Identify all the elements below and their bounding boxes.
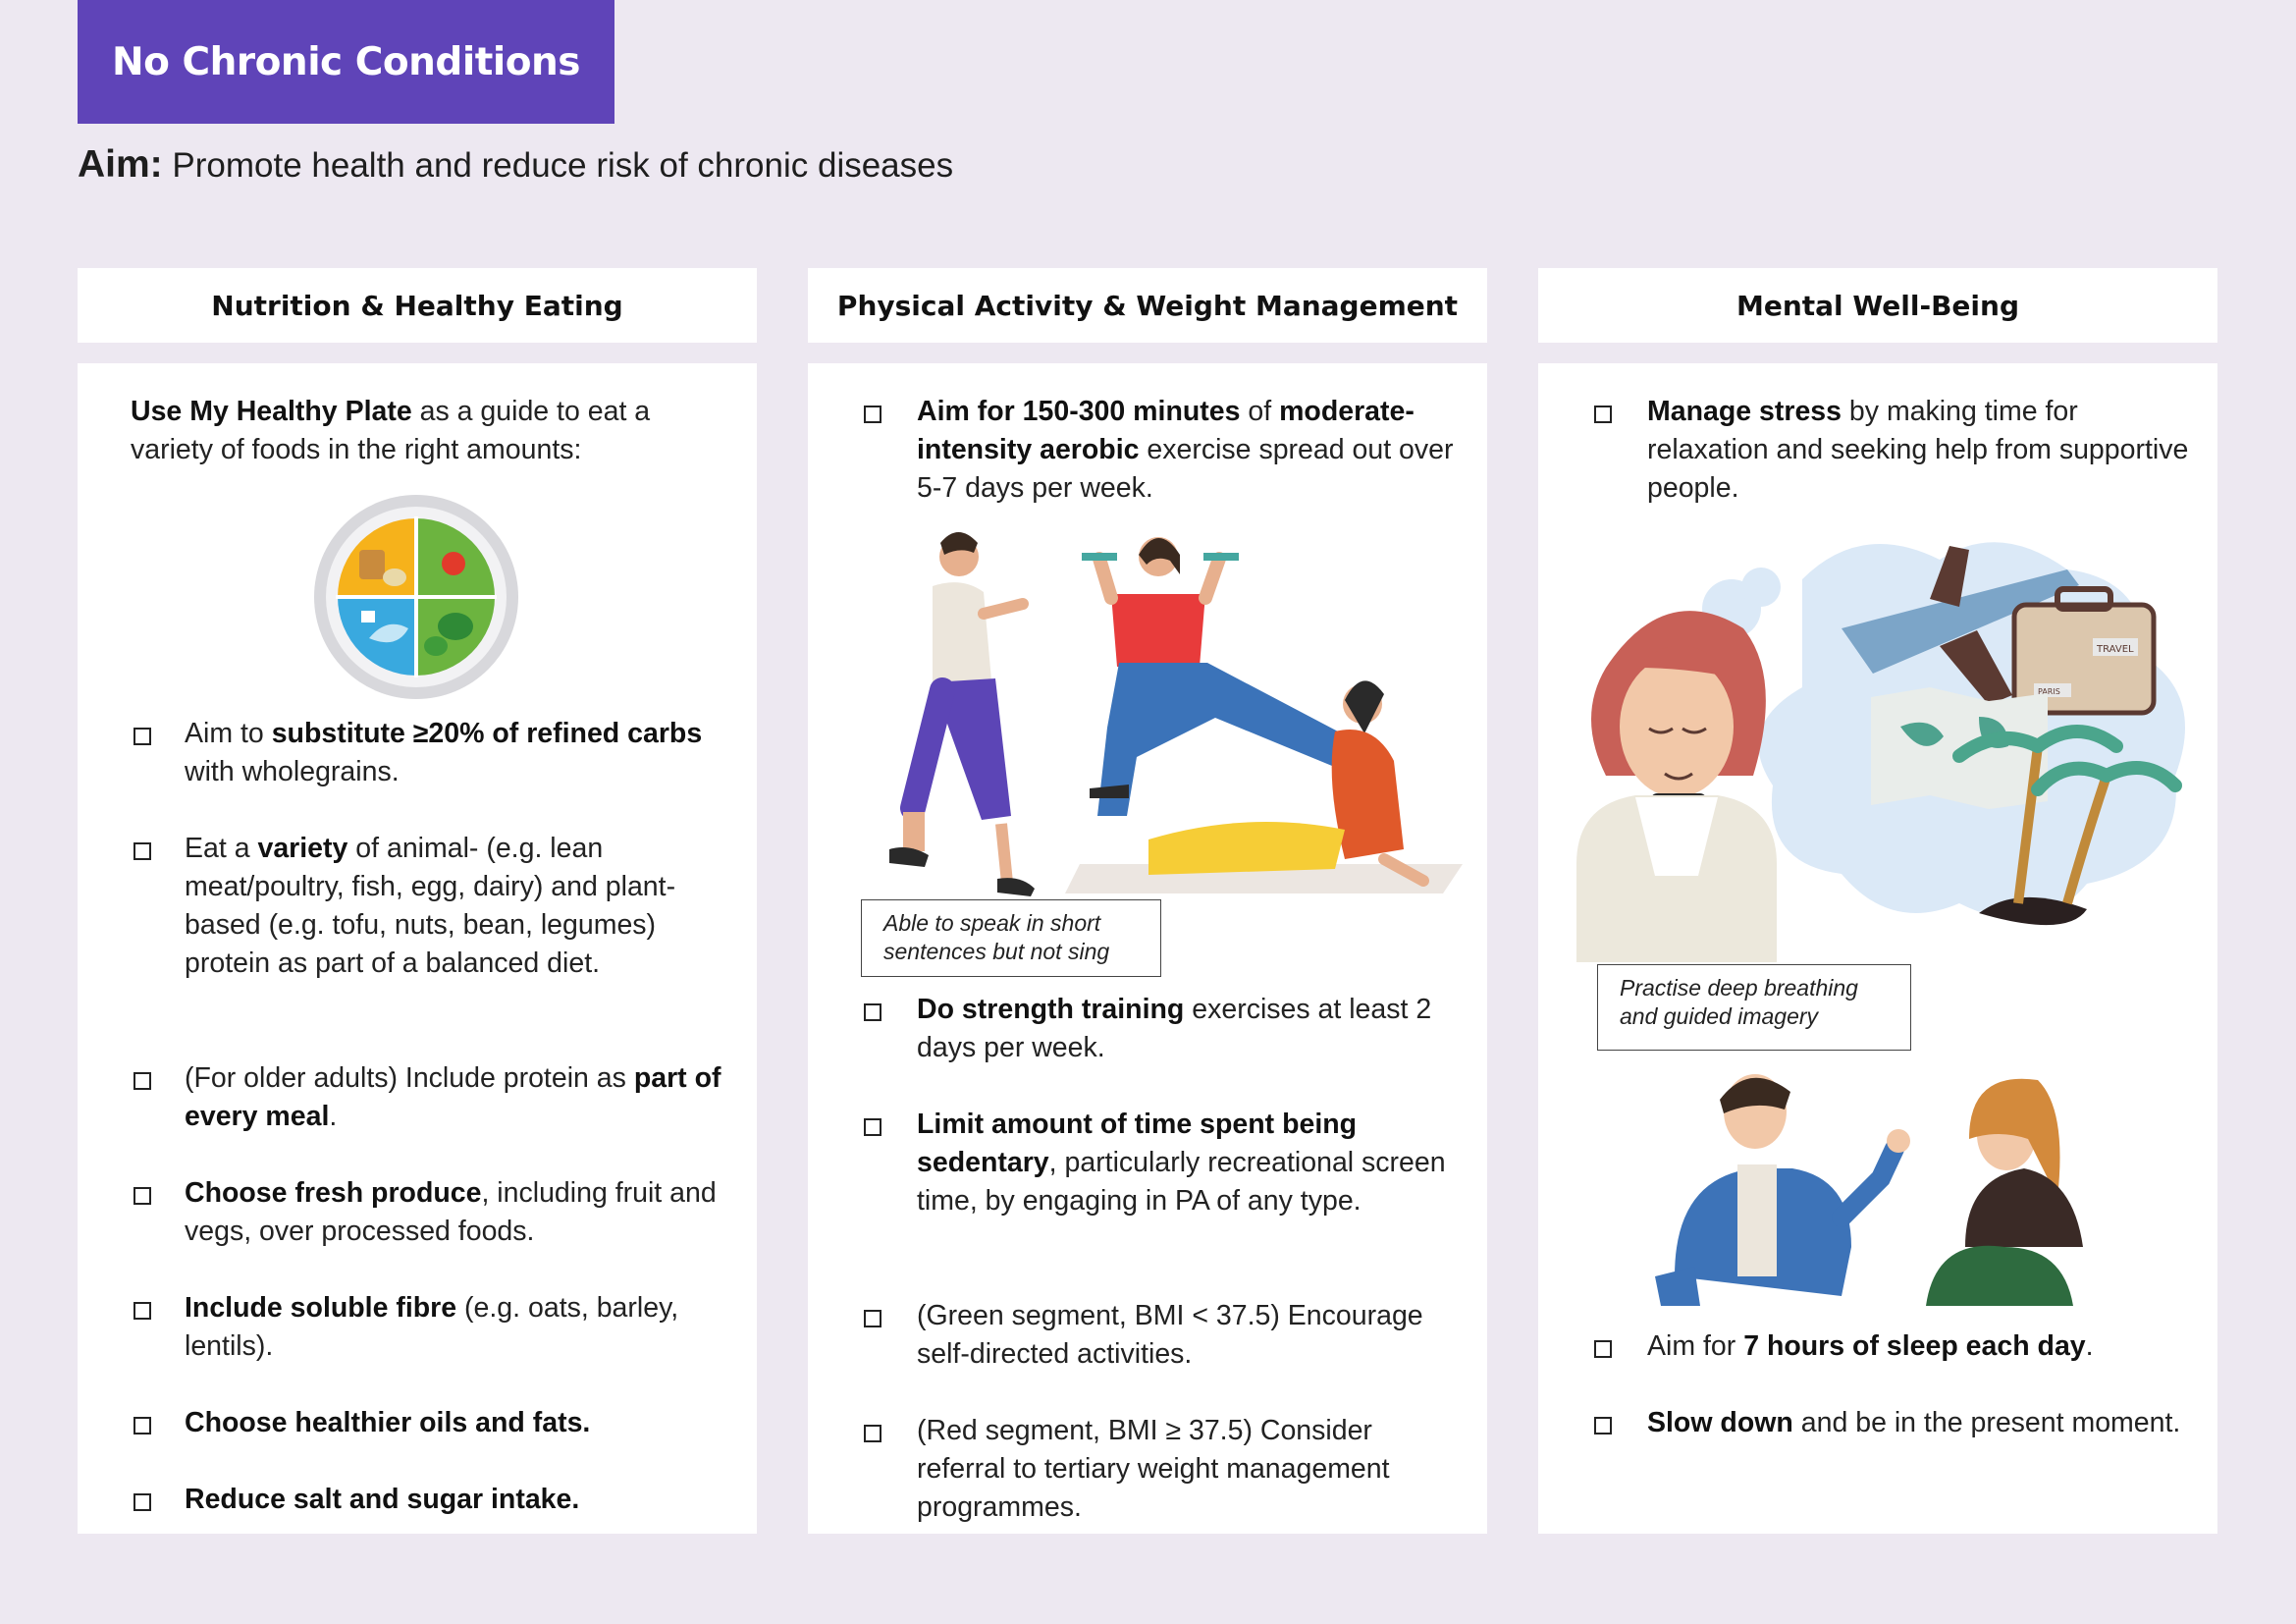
exercise-illustration [854,525,1482,908]
checkbox [133,728,151,745]
checkbox [133,1072,151,1090]
wellbeing-item: Manage stress by making time for relaxation and seeking help from supportive people. [1647,396,2189,504]
checkbox [133,842,151,860]
suitcase-paris-label: PARIS [2038,687,2060,696]
healthy-plate-icon [312,493,520,701]
breathing-caption: Practise deep breathing and guided imagery [1597,964,1911,1051]
talk-test-caption: Able to speak in short sentences but not sing [861,899,1161,977]
checkbox [864,1310,881,1327]
aim-statement [78,143,953,187]
checkbox [133,1187,151,1205]
healthy-plate-intro: Use My Healthy Plate as a guide to eat a variety of foods in the right amounts: [131,396,651,465]
aim-text: Promote health and reduce risk of chronic diseases [172,146,954,185]
section-tag: No Chronic Conditions [78,0,614,124]
nutrition-item: (For older adults) Include protein as part of every meal. [185,1062,721,1132]
checkbox [1594,1340,1612,1358]
activity-item: Aim for 150-300 minutes of moderate-intensity aerobic exercise spread out over 5-7 days per week. [917,396,1454,504]
aim-label: Aim: [78,143,163,186]
checkbox [864,1425,881,1442]
activity-item: Limit amount of time spent being sedentary, particularly recreational screen time, by engaging in PA of any type. [917,1109,1446,1217]
checkbox [133,1493,151,1511]
checkbox [133,1417,151,1435]
checkbox [864,1118,881,1136]
checkbox [864,406,881,423]
heading-nutrition: Nutrition & Healthy Eating [78,268,757,343]
checkbox [1594,406,1612,423]
activity-item: (Red segment, BMI ≥ 37.5) Consider referral to tertiary weight management programmes. [917,1415,1390,1523]
relaxation-illustration [1567,530,2205,962]
nutrition-item: Aim to substitute ≥20% of refined carbs with wholegrains. [185,718,703,787]
nutrition-item: Eat a variety of animal- (e.g. lean meat/poultry, fish, egg, dairy) and plant-based (e.g. tofu, nuts, bean, legumes) protein as part of a balanced diet. [185,833,676,979]
checkbox [133,1302,151,1320]
suitcase-travel-label: TRAVEL [2097,644,2134,655]
nutrition-item: Choose healthier oils and fats. [185,1407,591,1438]
activity-item: Do strength training exercises at least 2 days per week. [917,994,1432,1063]
wellbeing-item: Aim for 7 hours of sleep each day. [1647,1330,2094,1362]
nutrition-item: Reduce salt and sugar intake. [185,1484,580,1515]
activity-item: (Green segment, BMI < 37.5) Encourage self-directed activities. [917,1300,1423,1370]
heading-mental-wellbeing: Mental Well-Being [1538,268,2217,343]
wellbeing-item: Slow down and be in the present moment. [1647,1407,2181,1438]
checkbox [864,1003,881,1021]
heading-physical-activity: Physical Activity & Weight Management [808,268,1487,343]
conversation-illustration [1655,1070,2116,1308]
nutrition-item: Include soluble fibre (e.g. oats, barley, lentils). [185,1292,679,1362]
checkbox [1594,1417,1612,1435]
nutrition-item: Choose fresh produce, including fruit and vegs, over processed foods. [185,1177,717,1247]
